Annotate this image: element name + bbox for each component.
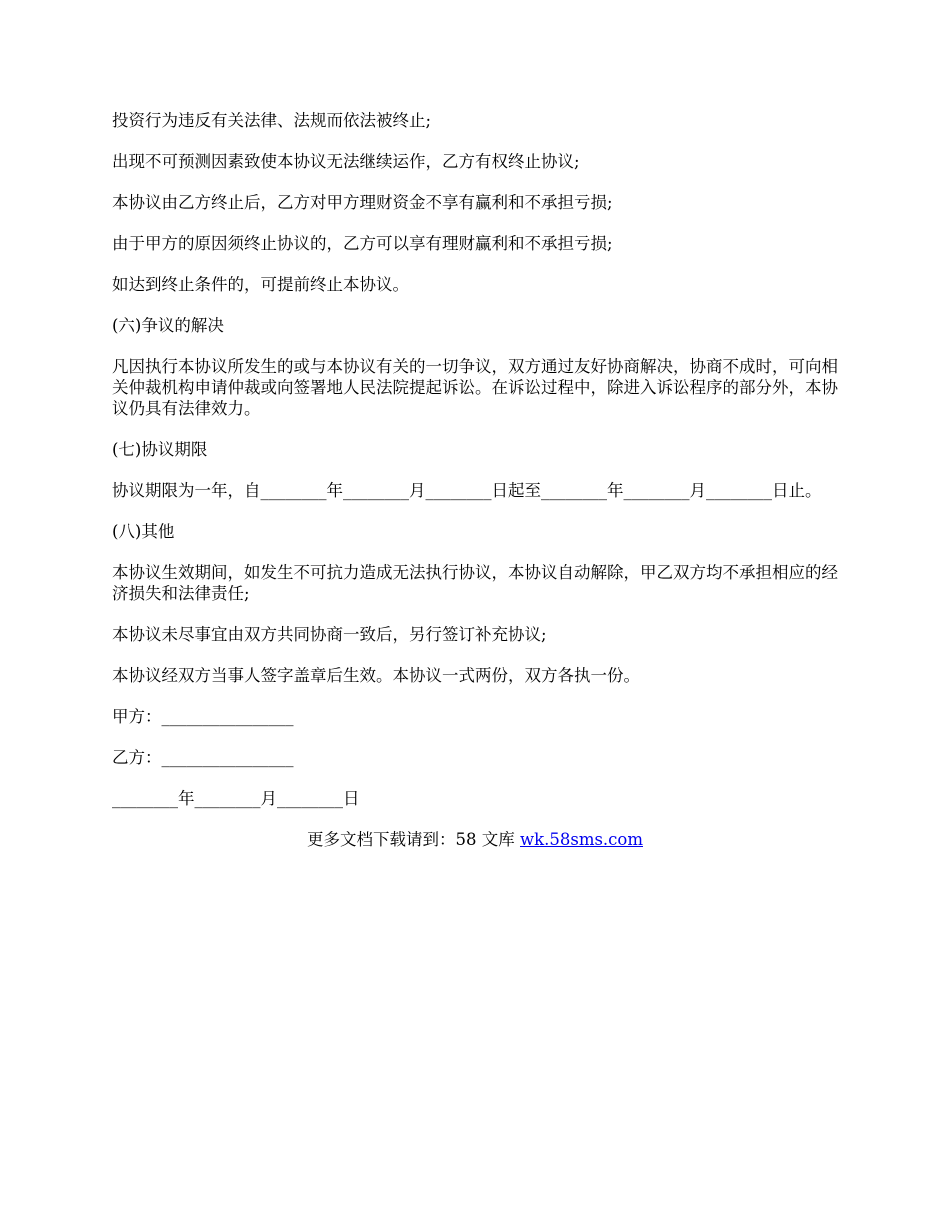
footer-text: 更多文档下载请到：58 文库 xyxy=(306,830,520,849)
signature-party-a: 甲方：________________ xyxy=(112,707,294,726)
paragraph-early-termination: 如达到终止条件的，可提前终止本协议。 xyxy=(112,275,409,294)
paragraph-termination-by-party-b: 本协议由乙方终止后，乙方对甲方理财资金不享有赢利和不承担亏损; xyxy=(112,193,613,212)
paragraph-supplementary: 本协议未尽事宜由双方共同协商一致后，另行签订补充协议; xyxy=(112,625,547,644)
paragraph-termination-unforeseen: 出现不可预测因素致使本协议无法继续运作，乙方有权终止协议; xyxy=(112,152,580,171)
signature-date: ________年________月________日 xyxy=(112,789,360,808)
paragraph-force-majeure: 本协议生效期间，如发生不可抗力造成无法执行协议，本协议自动解除，甲乙双方均不承担相应的经济损失和法律责任; xyxy=(112,563,838,603)
footer-link[interactable]: wk.58sms.com xyxy=(519,830,643,849)
section-heading-other: (八)其他 xyxy=(112,522,175,541)
paragraph-agreement-term: 协议期限为一年，自________年________月________日起至________年________月________日止。 xyxy=(112,481,822,500)
paragraph-dispute-resolution: 凡因执行本协议所发生的或与本协议有关的一切争议，双方通过友好协商解决，协商不成时，可向相关仲裁机构申请仲裁或向签署地人民法院提起诉讼。在诉讼过程中，除进入诉讼程序的部分外，本协议仍具有法律效力。 xyxy=(112,357,838,418)
paragraph-termination-illegal: 投资行为违反有关法律、法规而依法被终止; xyxy=(112,111,432,130)
paragraph-termination-by-party-a: 由于甲方的原因须终止协议的，乙方可以享有理财赢利和不承担亏损; xyxy=(112,234,613,253)
section-heading-term: (七)协议期限 xyxy=(112,440,208,459)
signature-party-b: 乙方：________________ xyxy=(112,748,294,767)
paragraph-effectiveness: 本协议经双方当事人签字盖章后生效。本协议一式两份，双方各执一份。 xyxy=(112,666,640,685)
section-heading-dispute: (六)争议的解决 xyxy=(112,316,224,335)
download-footer xyxy=(112,829,838,850)
